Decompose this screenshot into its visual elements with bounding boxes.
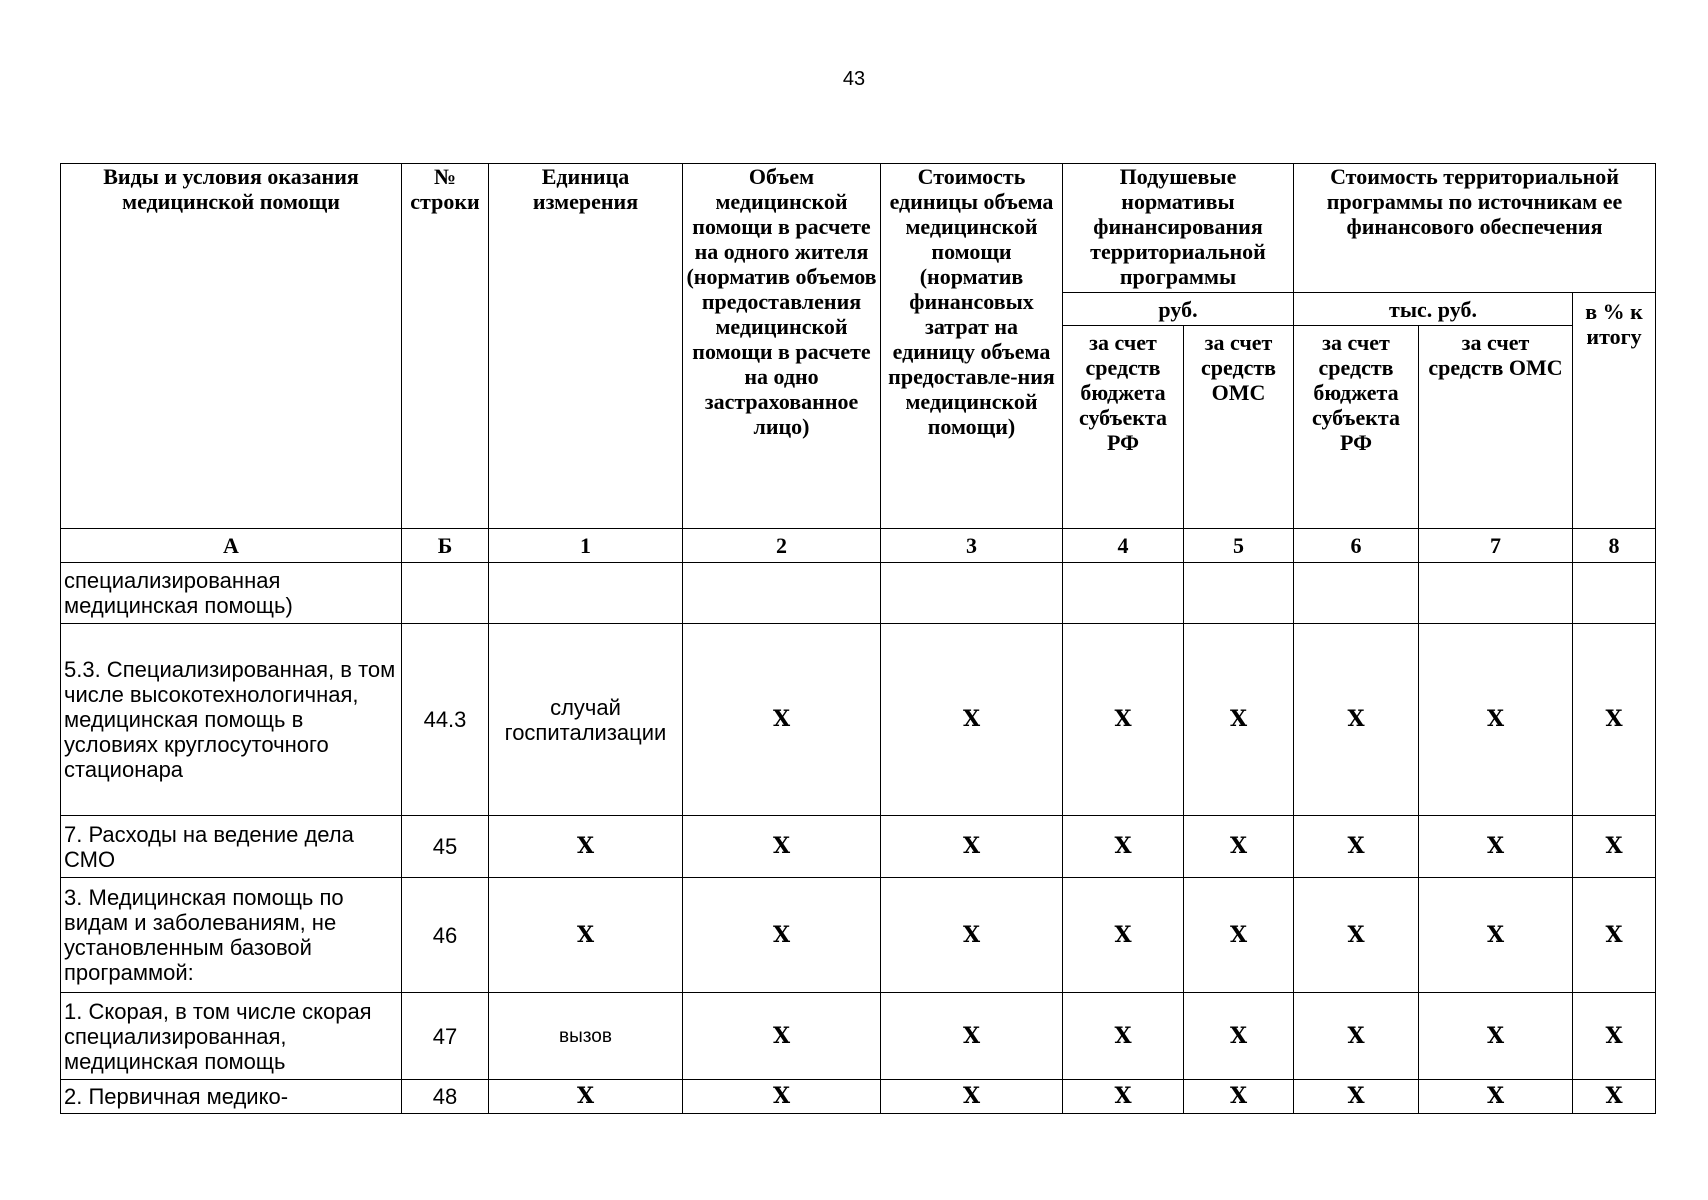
page-number: 43 [842, 68, 866, 90]
header-col-3: Стоимость единицы объема медицинской помощи (норматив финансовых затрат на единицу объема предоставле-ния медицинской помощи) [881, 164, 1063, 529]
row-description: 5.3. Специализированная, в том числе высокотехнологичная, медицинская помощь в условиях круглосуточного стационара [61, 624, 402, 816]
row-number: 44.3 [402, 624, 489, 816]
header-col-7: за счет средств ОМС [1419, 326, 1573, 529]
table-cell: Х [1573, 1080, 1656, 1114]
table-cell: Х [1184, 1080, 1294, 1114]
table-cell: Х [881, 624, 1063, 816]
table-cell: Х [1294, 1080, 1419, 1114]
table-row [61, 816, 1656, 878]
table-cell: Х [1419, 1080, 1573, 1114]
row-number: 47 [402, 993, 489, 1080]
row-number: 45 [402, 816, 489, 878]
table-row [61, 993, 1656, 1080]
table-cell: Х [1573, 624, 1656, 816]
header-col-a: Виды и условия оказания медицинской помощи [61, 164, 402, 529]
unit-cell: вызов [489, 993, 683, 1080]
header-thousand-rub: тыс. руб. [1294, 293, 1573, 326]
table-cell: Х [1063, 1080, 1184, 1114]
table-cell: Х [1184, 878, 1294, 993]
table-row [61, 878, 1656, 993]
table-cell: Х [683, 993, 881, 1080]
table-cell: Х [1294, 624, 1419, 816]
header-col-b: № строки [402, 164, 489, 529]
header-col-5: за счет средств ОМС [1184, 326, 1294, 529]
table-cell [1419, 563, 1573, 624]
column-number: 7 [1419, 529, 1573, 563]
column-number: 2 [683, 529, 881, 563]
table-cell: Х [1294, 993, 1419, 1080]
unit-cell: случай госпитализации [489, 624, 683, 816]
table-cell: Х [1573, 993, 1656, 1080]
table-cell: Х [683, 878, 881, 993]
table-cell: Х [1184, 816, 1294, 878]
table-cell: Х [1573, 878, 1656, 993]
table-cell: Х [1419, 993, 1573, 1080]
header-row-1 [61, 164, 1656, 293]
header-rub: руб. [1063, 293, 1294, 326]
table-cell [1573, 563, 1656, 624]
header-col-6: за счет средств бюджета субъекта РФ [1294, 326, 1419, 529]
row-description: 1. Скорая, в том числе скорая специализированная, медицинская помощь [61, 993, 402, 1080]
table-cell [1294, 563, 1419, 624]
table-cell: Х [1063, 878, 1184, 993]
column-number: 6 [1294, 529, 1419, 563]
table-row [61, 1080, 1656, 1114]
table-cell: Х [489, 878, 683, 993]
header-percent-total: в % к итогу [1573, 293, 1656, 529]
table-cell [683, 563, 881, 624]
row-description: 7. Расходы на ведение дела СМО [61, 816, 402, 878]
table-cell: Х [489, 1080, 683, 1114]
row-description: 3. Медицинская помощь по видам и заболеваниям, не установленным базовой программой: [61, 878, 402, 993]
table-cell [1184, 563, 1294, 624]
table-cell: Х [1294, 878, 1419, 993]
table-cell: Х [881, 816, 1063, 878]
table-row [61, 563, 1656, 624]
table-cell: Х [1063, 624, 1184, 816]
column-number: 5 [1184, 529, 1294, 563]
financing-table [60, 163, 1656, 1114]
table-cell: Х [1419, 816, 1573, 878]
table-cell: Х [489, 816, 683, 878]
table-cell: Х [1063, 993, 1184, 1080]
table-cell: Х [881, 993, 1063, 1080]
row-description: 2. Первичная медико- [61, 1080, 402, 1114]
header-group-cost: Стоимость территориальной программы по источникам ее финансового обеспечения [1294, 164, 1656, 293]
column-number: А [61, 529, 402, 563]
table-cell: Х [683, 1080, 881, 1114]
header-col-4: за счет средств бюджета субъекта РФ [1063, 326, 1184, 529]
column-number: 8 [1573, 529, 1656, 563]
table-cell: Х [683, 816, 881, 878]
row-description: специализированная медицинская помощь) [61, 563, 402, 624]
table-cell: Х [881, 1080, 1063, 1114]
column-number: Б [402, 529, 489, 563]
table-cell [1063, 563, 1184, 624]
column-numbers-row [61, 529, 1656, 563]
header-col-1: Единица измерения [489, 164, 683, 529]
table-cell: Х [1063, 816, 1184, 878]
table-cell: Х [1184, 624, 1294, 816]
table-cell: Х [1294, 816, 1419, 878]
table-cell: Х [1419, 624, 1573, 816]
table-cell [881, 563, 1063, 624]
table-row [61, 624, 1656, 816]
table-cell: Х [1573, 816, 1656, 878]
row-number [402, 563, 489, 624]
table-cell: Х [881, 878, 1063, 993]
header-col-2: Объем медицинской помощи в расчете на одного жителя (норматив объемов предоставления медицинской помощи в расчете на одно застрахованное лицо) [683, 164, 881, 529]
table-cell: Х [1184, 993, 1294, 1080]
row-number: 46 [402, 878, 489, 993]
row-number: 48 [402, 1080, 489, 1114]
table-cell: Х [1419, 878, 1573, 993]
column-number: 3 [881, 529, 1063, 563]
column-number: 4 [1063, 529, 1184, 563]
table-cell [489, 563, 683, 624]
header-group-per-capita: Подушевые нормативы финансирования территориальной программы [1063, 164, 1294, 293]
column-number: 1 [489, 529, 683, 563]
table-cell: Х [683, 624, 881, 816]
